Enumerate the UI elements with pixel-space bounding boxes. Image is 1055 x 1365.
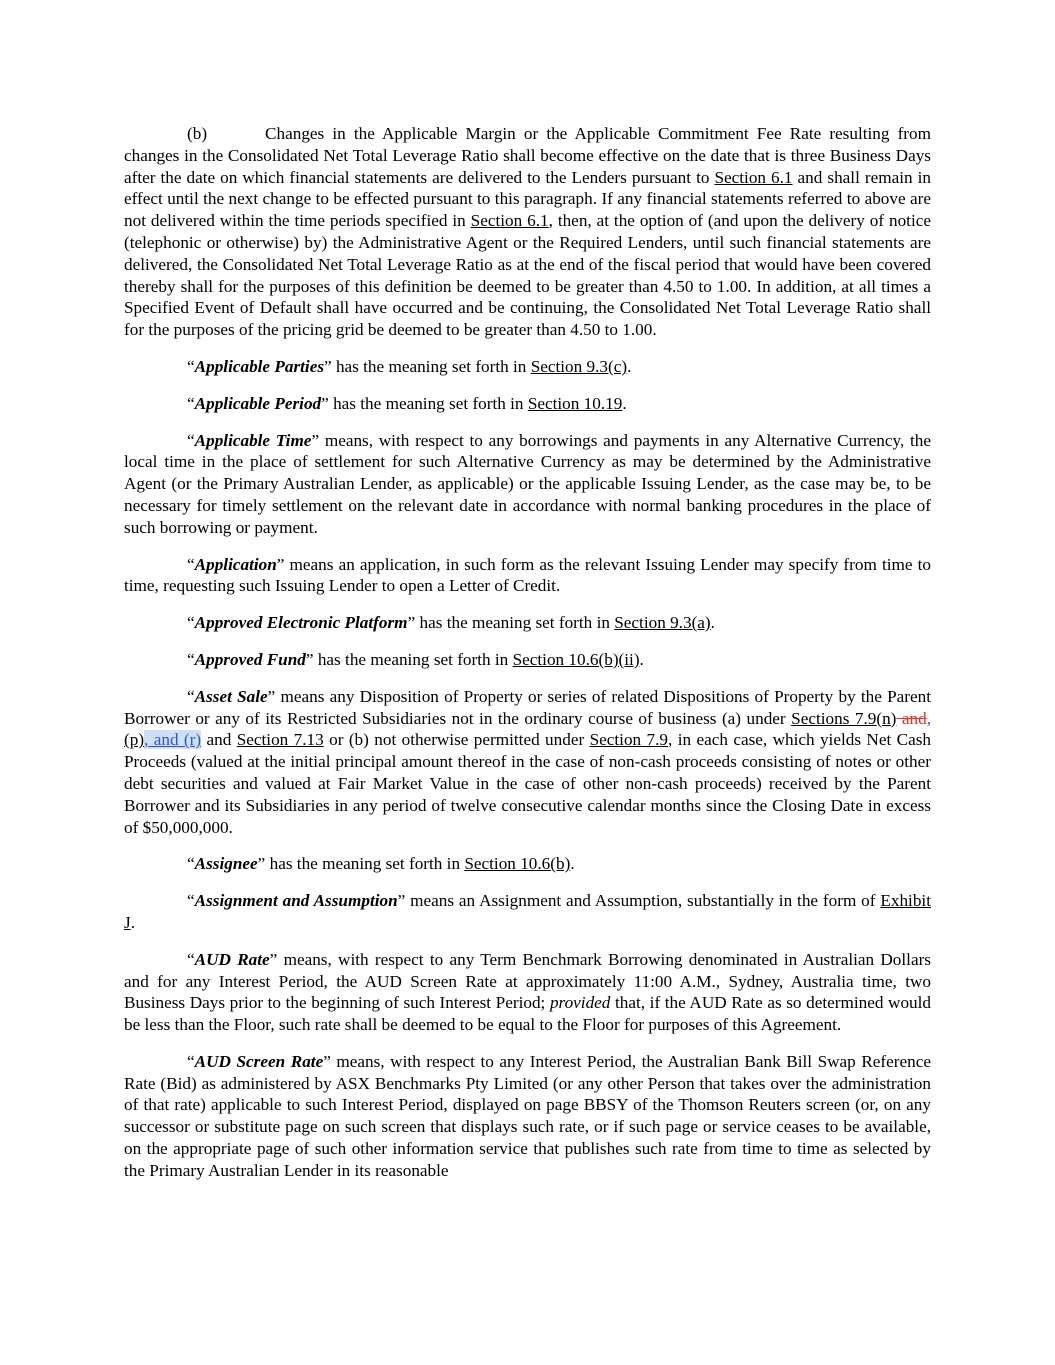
definition-assignee: “Assignee” has the meaning set forth in Section 10.6(b). xyxy=(187,854,575,874)
definition-aud-screen-rate: “AUD Screen Rate” means, with respect to any Interest Period, the Australian Bank Bill Swap Reference Rate (Bid) as administered by ASX Benchmarks Pty Limited (or any other Person that takes over the administration of that rate) applicable to such Interest Period, displayed on page BBSY of the Thomson Reuters screen (or, on any successor or substitute page on such screen that displays such rate, or if such page or service ceases to be available, on the appropriate page of such other information service that publishes such rate from time to time as selected by the Primary Australian Lender in its reasonable xyxy=(124,1051,931,1180)
section-reference-link[interactable]: Section 7.9 xyxy=(589,730,669,750)
defined-term: AUD Rate xyxy=(194,949,270,969)
inserted-text: , xyxy=(926,708,931,728)
section-reference-link[interactable]: Section 10.6(b)(ii) xyxy=(512,649,640,669)
paragraph-label: (b) xyxy=(187,124,208,143)
section-reference-link[interactable]: Section 10.6(b) xyxy=(464,854,571,874)
defined-term: Assignee xyxy=(194,854,258,874)
definition-assignment-and-assumption: “Assignment and Assumption” means an Assignment and Assumption, substantially in the form of Exhibit J. xyxy=(124,891,931,932)
definition-asset-sale: “Asset Sale” means any Disposition of Property or series of related Dispositions of Property by the Parent Borrower or any of its Restricted Subsidiaries not in the ordinary course of business (a) under Sections 7.9(n) and, (p), and (r) and Section 7.13 or (b) not otherwise permitted under Section 7.9, in each case, which yields Net Cash Proceeds (valued at the initial principal amount thereof in the case of non-cash proceeds consisting of notes or other debt securities and valued at Fair Market Value in the case of other non-cash proceeds) received by the Parent Borrower and its Subsidiaries in any period of twelve consecutive calendar months since the Closing Date in excess of $50,000,000. xyxy=(124,686,931,837)
section-reference-link[interactable]: Section 7.13 xyxy=(236,730,324,750)
section-reference-link[interactable]: Section 9.3(c) xyxy=(530,356,628,376)
defined-term: Applicable Time xyxy=(194,430,312,450)
definition-approved-fund: “Approved Fund” has the meaning set forth in Section 10.6(b)(ii). xyxy=(187,649,644,669)
section-reference-link[interactable]: Section 9.3(a) xyxy=(614,613,711,633)
defined-term: Assignment and Assumption xyxy=(194,891,398,911)
section-reference-link[interactable]: Sections 7.9(n) xyxy=(791,708,897,728)
definition-aud-rate: “AUD Rate” means, with respect to any Term Benchmark Borrowing denominated in Australian Dollars and for any Interest Period, the AUD Screen Rate at approximately 11:00 A.M., Sydney, Australia time, two Business Days prior to the beginning of such Interest Period; provided that, if the AUD Rate as so determined would be less than the Floor, such rate shall be deemed to be equal to the Floor for purposes of this Agreement. xyxy=(124,949,931,1035)
defined-term: Approved Electronic Platform xyxy=(194,613,408,633)
defined-term: Applicable Parties xyxy=(194,356,325,376)
definition-approved-electronic-platform: “Approved Electronic Platform” has the meaning set forth in Section 9.3(a). xyxy=(187,613,715,633)
inserted-text: , and (r) xyxy=(144,730,202,750)
italic-term: provided xyxy=(549,993,611,1013)
definition-applicable-period: “Applicable Period” has the meaning set forth in Section 10.19. xyxy=(187,393,627,413)
definition-applicable-time: “Applicable Time” means, with respect to any borrowings and payments in any Alternative Currency, the local time in the place of settlement for such Alternative Currency as may be determined by the Administrative Agent (or the Primary Australian Lender, as applicable) or the applicable Issuing Lender, as the case may be, to be necessary for timely settlement on the relevant date in accordance with normal banking procedures in the place of such borrowing or payment. xyxy=(124,430,931,537)
section-reference-link[interactable]: Section 6.1 xyxy=(714,167,793,187)
definition-application: “Application” means an application, in such form as the relevant Issuing Lender may specify from time to time, requesting such Issuing Lender to open a Letter of Credit. xyxy=(124,554,931,596)
document-page xyxy=(124,123,931,1197)
definition-applicable-parties: “Applicable Parties” has the meaning set forth in Section 9.3(c). xyxy=(187,356,632,376)
deleted-text: and xyxy=(896,708,927,728)
section-reference-link[interactable]: (p) xyxy=(124,730,145,750)
defined-term: Application xyxy=(194,554,277,574)
defined-term: Applicable Period xyxy=(194,393,322,413)
section-reference-link[interactable]: Section 10.19 xyxy=(527,393,623,413)
defined-term: Approved Fund xyxy=(194,649,306,669)
defined-term: AUD Screen Rate xyxy=(194,1051,324,1071)
exhibit-reference-link[interactable]: Exhibit J xyxy=(124,891,931,932)
defined-term: Asset Sale xyxy=(194,686,268,706)
paragraph-b: (b) Changes in the Applicable Margin or the Applicable Commitment Fee Rate resulting from changes in the Consolidated Net Total Leverage Ratio shall become effective on the date that is three Business Days after the date on which financial statements are delivered to the Lenders pursuant to Section 6.1 and shall remain in effect until the next change to be effected pursuant to this paragraph. If any financial statements referred to above are not delivered within the time periods specified in Section 6.1, then, at the option of (and upon the delivery of notice (telephonic or otherwise) by) the Administrative Agent or the Required Lenders, until such financial statements are delivered, the Consolidated Net Total Leverage Ratio as at the end of the fiscal period that would have been covered thereby shall for the purposes of this definition be deemed to be greater than 4.50 to 1.00. In addition, at all times a Specified Event of Default shall have occurred and be continuing, the Consolidated Net Total Leverage Ratio shall for the purposes of the pricing grid be deemed to be greater than 4.50 to 1.00. xyxy=(124,124,931,340)
section-reference-link[interactable]: Section 6.1 xyxy=(470,211,549,231)
